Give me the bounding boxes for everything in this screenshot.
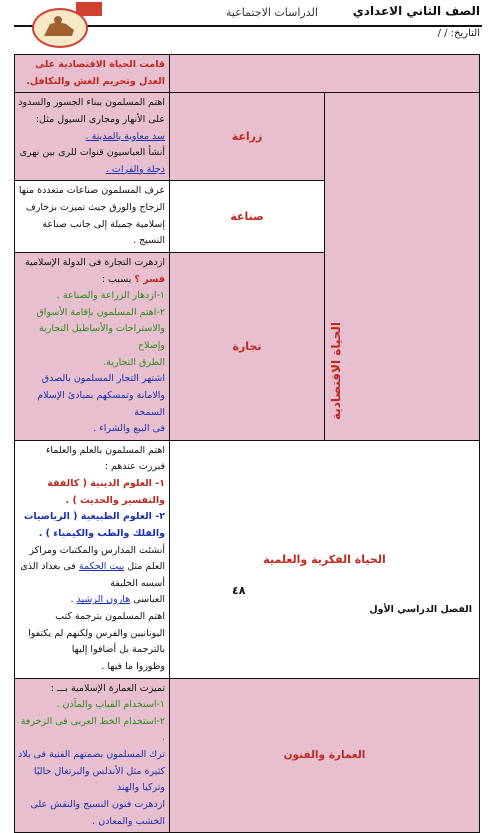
agriculture-label: زراعة: [170, 93, 325, 181]
trade-line-1: ازدهرت التجارة فى الدولة الإسلامية فسر ؟ بسبب :: [24, 256, 165, 285]
arts-line-3: ٢-استخدام الخط العربى فى الزخرفة .: [20, 715, 165, 744]
industry-line-1: عرف المسلمون صناعات متعددة منها الزجاج والورق حيث تميزت بزخارف: [18, 185, 165, 213]
intellectual-line-7: وطوروا ما فيها .: [101, 660, 165, 672]
intro-text: قامت الحياة الاقتصادية على العدل وتحريم الغش والتكافل.: [26, 59, 165, 87]
arts-label: العمارة والفنون: [170, 678, 480, 833]
intellectual-label: الحياة الفكرية والعلمية: [170, 440, 480, 678]
industry-line-2: إسلامية جميلة إلى جانب صناعة النسيج .: [42, 218, 165, 247]
intellectual-line-3: ٢- العلوم الطبيعية ( الرياضيات والفلك والطب والكيمياء ) .: [23, 511, 165, 539]
arts-line-5: ازدهرت فنون النسيج والنقش على الخشب والمعادن .: [30, 798, 165, 827]
date-field: التاريخ: / /: [437, 28, 480, 39]
harun-al-rashid: هارون الرشيد: [76, 594, 131, 606]
intellectual-line-5: العباسى هارون الرشيد .: [70, 594, 165, 606]
trade-line-4: الطرق التجارية.: [103, 356, 165, 368]
agriculture-line-3: أنشأ العباسيون قنوات للرى بين نهرى دجلة والفرات .: [19, 147, 165, 175]
intellectual-line-1: اهتم المسلمون بالعلم والعلماء فبرزت عندهم :: [45, 444, 165, 473]
intellectual-row: [15, 440, 480, 678]
trade-line-3: ٢-اهتم المسلمون بإقامة الأسواق والاستراحات والأساطيل التجارية وإصلاح: [36, 306, 165, 351]
house-of-wisdom: بيت الحكمة: [78, 561, 125, 573]
intellectual-line-4: أنشئت المدارس والمكتبات ومراكز العلم مثل بيت الحكمة فى بغداد الذى أسسه الخليفة: [20, 544, 165, 589]
school-logo: [18, 2, 108, 50]
page-number: ٤٨: [232, 584, 246, 597]
intro-row: [15, 55, 480, 93]
industry-label: صناعة: [170, 181, 325, 253]
economic-category-label: الحياة الاقتصادية: [329, 321, 343, 420]
emblem-icon: [32, 8, 88, 48]
lesson-table: [14, 54, 480, 833]
agriculture-line-1: اهتم المسلمون ببناء الجسور والسدود على الأنهار ومجارى السيول مثل:: [18, 97, 165, 125]
explain-prompt: فسر ؟: [134, 273, 165, 285]
trade-label: تجارة: [170, 252, 325, 440]
arts-line-4: ترك المسلمون بصمتهم الفنية فى بلاد كثيرة مثل الأندلس والبرتغال حاليًا وتركيا والهند: [18, 749, 165, 794]
trade-line-2: ١-ازدهار الزراعة والصناعة .: [56, 290, 165, 302]
arts-row: [15, 678, 480, 833]
tigris-euphrates: دجلة والفرات .: [105, 163, 165, 175]
trade-line-5: اشتهر التجار المسلمون بالصدق والامانة وتمسكهم بمبادئ الإسلام السمحة: [37, 373, 165, 418]
grade-title: الصف الثاني الاعدادي: [352, 4, 480, 18]
arts-line-1: تميزت العمارة الإسلامية بـــ :: [50, 682, 165, 694]
intellectual-line-6: اهتم المسلمون بترجمة كتب اليونانيين والفرس ولكنهم لم يكتفوا بالترجمة بل أضافوا إليها: [28, 611, 165, 656]
trade-line-6: فى البيع والشراء .: [93, 423, 165, 435]
intellectual-line-2: ١- العلوم الدينية ( كالفقة والتفسير والحديث ) .: [47, 478, 165, 506]
arts-line-2: ١-استخدام القباب والمآذن .: [56, 699, 165, 711]
term-label: الفصل الدراسي الأول: [369, 604, 472, 615]
agriculture-row: [15, 93, 480, 181]
economic-category-cell: [325, 93, 480, 441]
subject-title: الدراسات الاجتماعية: [226, 6, 318, 19]
agriculture-line-2: سد معاوية بالمدينة .: [85, 130, 165, 142]
